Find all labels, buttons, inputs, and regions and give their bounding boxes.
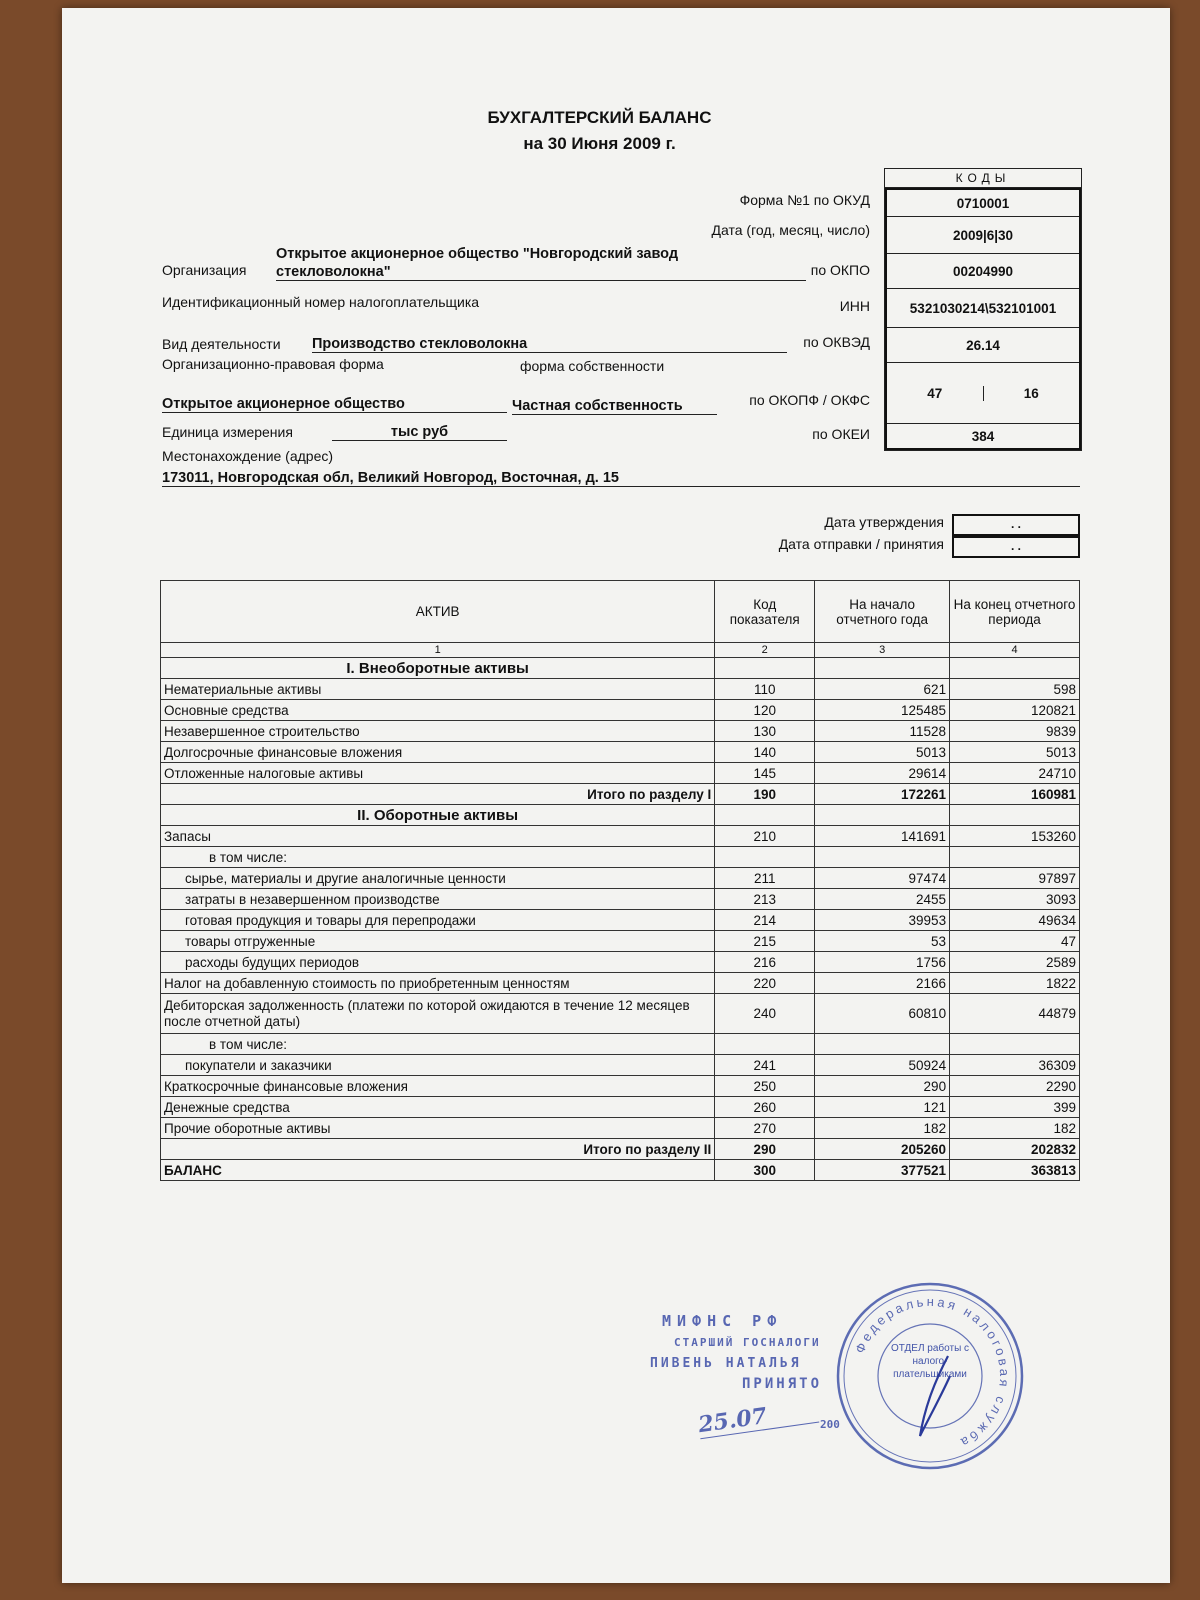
- round-seal-icon: [830, 1276, 1030, 1476]
- inn-caption: Идентификационный номер налогоплательщика: [162, 294, 480, 310]
- row-code: 140: [715, 742, 815, 763]
- activity-value: Производство стекловолокна: [312, 336, 787, 353]
- codes-box: [884, 168, 1082, 451]
- table-row: [161, 994, 1080, 1034]
- row-end: 120821: [950, 700, 1080, 721]
- okpo-label: по ОКПО: [810, 262, 870, 278]
- legal-form-value: Открытое акционерное общество: [162, 396, 507, 413]
- balance-total-row: [161, 1160, 1080, 1181]
- row-start: 2455: [815, 889, 950, 910]
- sent-date-box: . .: [952, 536, 1080, 558]
- row-end: 9839: [950, 721, 1080, 742]
- okpo-value: 00204990: [887, 254, 1079, 289]
- balance-table: [160, 580, 1080, 1181]
- table-row: [161, 931, 1080, 952]
- row-end: 36309: [950, 1055, 1080, 1076]
- okopf-okfs-cell: [887, 363, 1079, 424]
- date-label: Дата (год, месяц, число): [711, 222, 870, 238]
- rest-rows: [161, 1076, 1080, 1139]
- row-name: Дебиторская задолженность (платежи по которой ожидаются в течение 12 месяцев после отчетной даты): [161, 994, 715, 1034]
- table-row: [161, 1118, 1080, 1139]
- row-code: 130: [715, 721, 815, 742]
- okved-value: 26.14: [887, 328, 1079, 363]
- table-row: [161, 868, 1080, 889]
- table-row: [161, 973, 1080, 994]
- seal-ring-text: Федеральная налоговая служба: [852, 1293, 1013, 1452]
- row-end: 5013: [950, 742, 1080, 763]
- total1-code: 190: [715, 784, 815, 805]
- sent-date-label: Дата отправки / принятия: [778, 536, 944, 552]
- inn-label: ИНН: [839, 298, 870, 314]
- balance-end: 363813: [950, 1160, 1080, 1181]
- unit-value: тыс руб: [332, 424, 507, 441]
- okud-value: 0710001: [887, 190, 1079, 217]
- seal-center-text: ОТДЕЛ работы с налого- плательщиками: [890, 1343, 970, 1380]
- total2-code: 290: [715, 1139, 815, 1160]
- address-label: Местонахождение (адрес): [162, 448, 334, 464]
- document-title: БУХГАЛТЕРСКИЙ БАЛАНС: [487, 108, 712, 127]
- row-name: Основные средства: [161, 700, 715, 721]
- row-name: Прочие оборотные активы: [161, 1118, 715, 1139]
- col-start: На начало отчетного года: [815, 581, 950, 643]
- table-row: [161, 679, 1080, 700]
- table-row: [161, 1034, 1080, 1055]
- column-numbers-row: [161, 643, 1080, 658]
- table-row: [161, 910, 1080, 931]
- org-name-line2: стекловолокна": [276, 264, 806, 281]
- row-code: 216: [715, 952, 815, 973]
- row-code: 260: [715, 1097, 815, 1118]
- row-start: 141691: [815, 826, 950, 847]
- row-name: Отложенные налоговые активы: [161, 763, 715, 784]
- okud-label: Форма №1 по ОКУД: [739, 192, 870, 208]
- row-code: 220: [715, 973, 815, 994]
- row-code: 241: [715, 1055, 815, 1076]
- section-row: [161, 658, 1080, 679]
- balance-code: 300: [715, 1160, 815, 1181]
- row-name: в том числе:: [161, 847, 715, 868]
- okopf-label: по ОКОПФ / ОКФС: [749, 392, 870, 408]
- row-code: 213: [715, 889, 815, 910]
- row-code: 250: [715, 1076, 815, 1097]
- table-row: [161, 847, 1080, 868]
- row-start: 2166: [815, 973, 950, 994]
- row-start: 621: [815, 679, 950, 700]
- balance-label: БАЛАНС: [161, 1160, 715, 1181]
- section-title-2: II. Оборотные активы: [161, 805, 715, 826]
- ownership-label: форма собственности: [520, 358, 665, 374]
- colnum-1: 1: [161, 643, 715, 658]
- org-label: Организация: [162, 262, 247, 278]
- ownership-value: Частная собственность: [512, 398, 717, 415]
- col-code: Код показателя: [715, 581, 815, 643]
- total1-label: Итого по разделу I: [161, 784, 715, 805]
- row-name: Налог на добавленную стоимость по приобретенным ценностям: [161, 973, 715, 994]
- okved-label: по ОКВЭД: [803, 334, 870, 350]
- section-title-1: I. Внеоборотные активы: [161, 658, 715, 679]
- table-row: [161, 1076, 1080, 1097]
- row-name: Нематериальные активы: [161, 679, 715, 700]
- row-name: Краткосрочные финансовые вложения: [161, 1076, 715, 1097]
- okei-value: 384: [971, 428, 995, 444]
- approval-date-label: Дата утверждения: [824, 514, 944, 530]
- row-start: 50924: [815, 1055, 950, 1076]
- table-row: [161, 1055, 1080, 1076]
- row-code: 145: [715, 763, 815, 784]
- address-value: 173011, Новгородская обл, Великий Новгород, Восточная, д. 15: [162, 470, 1080, 487]
- row-end: 47: [950, 931, 1080, 952]
- unit-label: Единица измерения: [162, 424, 293, 440]
- row-code: 110: [715, 679, 815, 700]
- row-start: 29614: [815, 763, 950, 784]
- row-end: 3093: [950, 889, 1080, 910]
- table-row: [161, 826, 1080, 847]
- row-start: 290: [815, 1076, 950, 1097]
- row-name: затраты в незавершенном производстве: [161, 889, 715, 910]
- row-name: расходы будущих периодов: [161, 952, 715, 973]
- row-start: 60810: [815, 994, 950, 1034]
- date-value: 2009|6|30: [887, 217, 1079, 254]
- row-start: 53: [815, 931, 950, 952]
- codes-header: КОДЫ: [885, 169, 1081, 188]
- table-row: [161, 889, 1080, 910]
- table-row: [161, 1097, 1080, 1118]
- row-start: 5013: [815, 742, 950, 763]
- row-code: 215: [715, 931, 815, 952]
- legal-form-label: Организационно-правовая форма: [162, 356, 384, 372]
- row-name: Долгосрочные финансовые вложения: [161, 742, 715, 763]
- table-row: [161, 763, 1080, 784]
- table-row: [161, 742, 1080, 763]
- row-start: 97474: [815, 868, 950, 889]
- stamp-line2: СТАРШИЙ ГОСНАЛОГИ: [674, 1336, 821, 1349]
- total1-end: 160981: [950, 784, 1080, 805]
- approval-date-box: . .: [952, 514, 1080, 536]
- document-date-line: на 30 Июня 2009 г.: [523, 134, 676, 153]
- colnum-2: 2: [715, 643, 815, 658]
- stamp-handwritten-date: 25.07: [697, 1396, 820, 1439]
- colnum-4: 4: [950, 643, 1080, 658]
- row-end: 1822: [950, 973, 1080, 994]
- okfs-value: 16: [1023, 385, 1039, 401]
- inn-value: 5321030214\532101001: [887, 289, 1079, 328]
- colnum-3: 3: [815, 643, 950, 658]
- okei-label: по ОКЕИ: [812, 426, 870, 442]
- stamp-line3: ПИВЕНЬ НАТАЛЬЯ: [650, 1356, 802, 1371]
- total2-end: 202832: [950, 1139, 1080, 1160]
- document-page: [62, 8, 1170, 1583]
- row-name: Незавершенное строительство: [161, 721, 715, 742]
- row-code: 211: [715, 868, 815, 889]
- row-code: 240: [715, 994, 815, 1034]
- table-row: [161, 721, 1080, 742]
- row-end: 49634: [950, 910, 1080, 931]
- row-end: 2589: [950, 952, 1080, 973]
- row-code: 270: [715, 1118, 815, 1139]
- table-row: [161, 700, 1080, 721]
- col-end: На конец отчетного периода: [950, 581, 1080, 643]
- row-end: 97897: [950, 868, 1080, 889]
- row-code: 214: [715, 910, 815, 931]
- row-end: 182: [950, 1118, 1080, 1139]
- total-row: [161, 1139, 1080, 1160]
- row-name: готовая продукция и товары для перепродажи: [161, 910, 715, 931]
- row-start: 1756: [815, 952, 950, 973]
- zapasy-rows: [161, 868, 1080, 973]
- table-header-row: [161, 581, 1080, 643]
- row-end: 598: [950, 679, 1080, 700]
- row-end: 399: [950, 1097, 1080, 1118]
- stamp-line4: ПРИНЯТО: [742, 1376, 823, 1392]
- balance-start: 377521: [815, 1160, 950, 1181]
- row-end: 153260: [950, 826, 1080, 847]
- section1-rows: [161, 679, 1080, 784]
- activity-label: Вид деятельности: [162, 336, 281, 352]
- row-start: 121: [815, 1097, 950, 1118]
- row-name: покупатели и заказчики: [161, 1055, 715, 1076]
- total2-label: Итого по разделу II: [161, 1139, 715, 1160]
- row-end: 2290: [950, 1076, 1080, 1097]
- row-start: 11528: [815, 721, 950, 742]
- row-name: в том числе:: [161, 1034, 715, 1055]
- section-row: [161, 805, 1080, 826]
- total-row: [161, 784, 1080, 805]
- row-start: 125485: [815, 700, 950, 721]
- row-start: 182: [815, 1118, 950, 1139]
- table-row: [161, 952, 1080, 973]
- row-start: 39953: [815, 910, 950, 931]
- row-code: 210: [715, 826, 815, 847]
- total2-start: 205260: [815, 1139, 950, 1160]
- total1-start: 172261: [815, 784, 950, 805]
- row-name: Денежные средства: [161, 1097, 715, 1118]
- col-aktiv: АКТИВ: [161, 581, 715, 643]
- row-code: 120: [715, 700, 815, 721]
- org-name-line1: Открытое акционерное общество "Новгородский завод: [276, 246, 679, 262]
- okopf-value: 47: [887, 386, 984, 401]
- stamp-line1: МИФНС РФ: [662, 1312, 783, 1330]
- row-name: товары отгруженные: [161, 931, 715, 952]
- row-end: 24710: [950, 763, 1080, 784]
- row-name: Запасы: [161, 826, 715, 847]
- row-end: 44879: [950, 994, 1080, 1034]
- row-name: сырье, материалы и другие аналогичные ценности: [161, 868, 715, 889]
- stamp-year: 200: [820, 1418, 840, 1431]
